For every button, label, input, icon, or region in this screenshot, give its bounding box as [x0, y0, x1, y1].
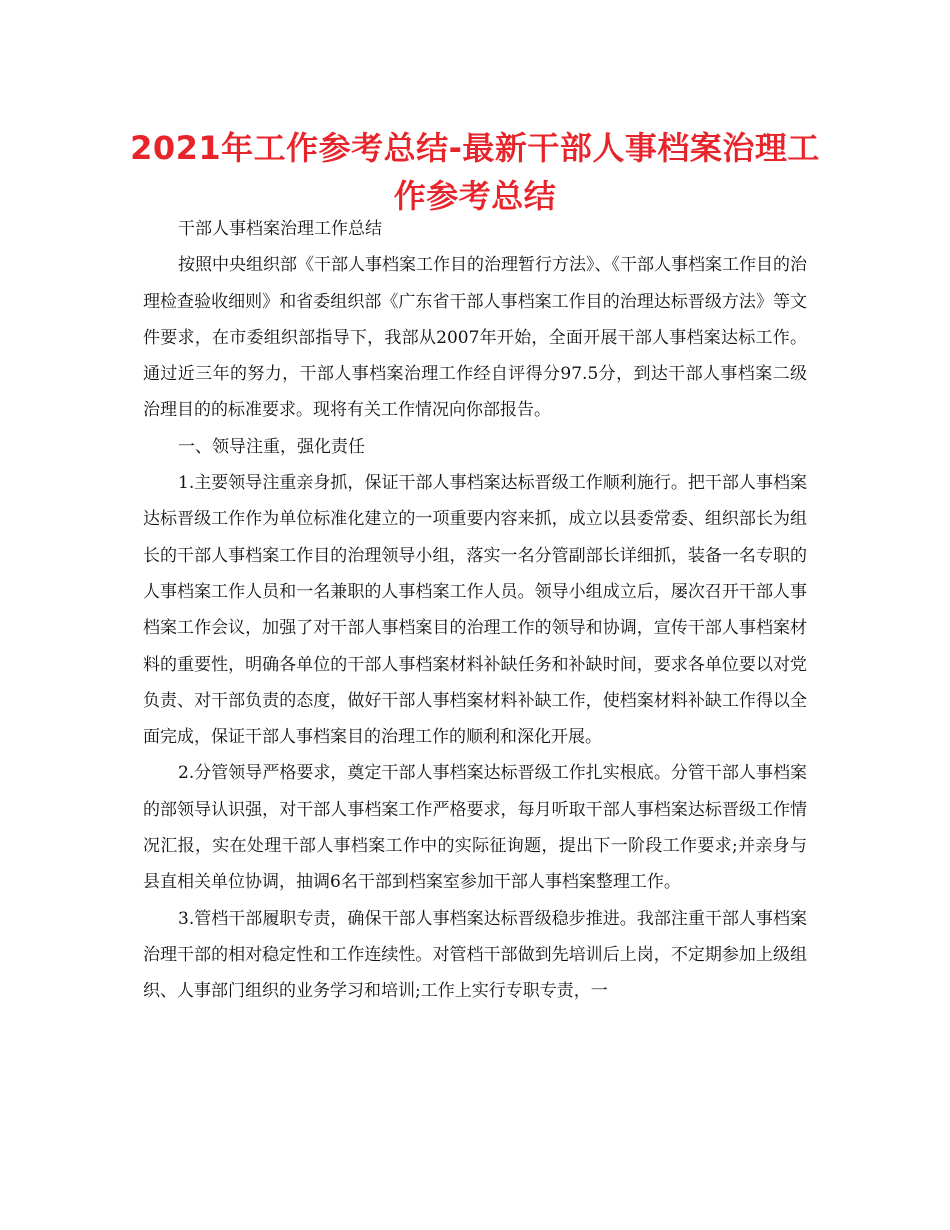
document-title [120, 124, 830, 220]
title-line-2: 作参考总结 [393, 177, 557, 215]
section-heading-1: 一、领导注重，强化责任 [178, 436, 365, 457]
body-paragraph-2: 2.分管领导严格要求，奠定干部人事档案达标晋级工作扎实根底。分管干部人事档案的部领导认识强，对干部人事档案工作严格要求，每月听取干部人事档案达标晋级工作情况汇报，实在处理干部人事档案工作中的实际征询题，提出下一阶段工作要求;并亲身与县直相关单位协调，抽调6名干部到档案室参加干部人事档案整理工作。 [143, 763, 807, 893]
subtitle-paragraph: 干部人事档案治理工作总结 [178, 219, 382, 239]
body-paragraph-3: 3.管档干部履职专责，确保干部人事档案达标晋级稳步推进。我部注重干部人事档案治理干部的相对稳定性和工作连续性。对管档干部做到先培训后上岗，不定期参加上级组织、人事部门组织的业务学习和培训;工作上实行专职专责，一 [143, 908, 807, 1002]
intro-paragraph: 按照中央组织部《干部人事档案工作目的治理暂行方法》、《干部人事档案工作目的治理检查验收细则》和省委组织部《广东省干部人事档案工作目的治理达标晋级方法》等文件要求，在市委组织部指导下，我部从2007年开始，全面开展干部人事档案达标工作。通过近三年的努力，干部人事档案治理工作经自评得分97.5分，到达干部人事档案二级治理目的的标准要求。现将有关工作情况向你部报告。 [143, 255, 807, 421]
body-paragraph-1: 1.主要领导注重亲身抓，保证干部人事档案达标晋级工作顺利施行。把干部人事档案达标晋级工作作为单位标准化建立的一项重要内容来抓，成立以县委常委、组织部长为组长的干部人事档案工作目的治理领导小组，落实一名分管副部长详细抓，装备一名专职的人事档案工作人员和一名兼职的人事档案工作人员。领导小组成立后，屡次召开干部人事档案工作会议，加强了对干部人事档案目的治理工作的领导和协调，宣传干部人事档案材料的重要性，明确各单位的干部人事档案材料补缺任务和补缺时间，要求各单位要以对党负责、对干部负责的态度，做好干部人事档案材料补缺工作，使档案材料补缺工作得以全面完成，保证干部人事档案目的治理工作的顺利和深化开展。 [143, 473, 807, 748]
document-body [143, 211, 807, 1010]
title-line-1: 2021年工作参考总结-最新干部人事档案治理工 [130, 129, 820, 167]
